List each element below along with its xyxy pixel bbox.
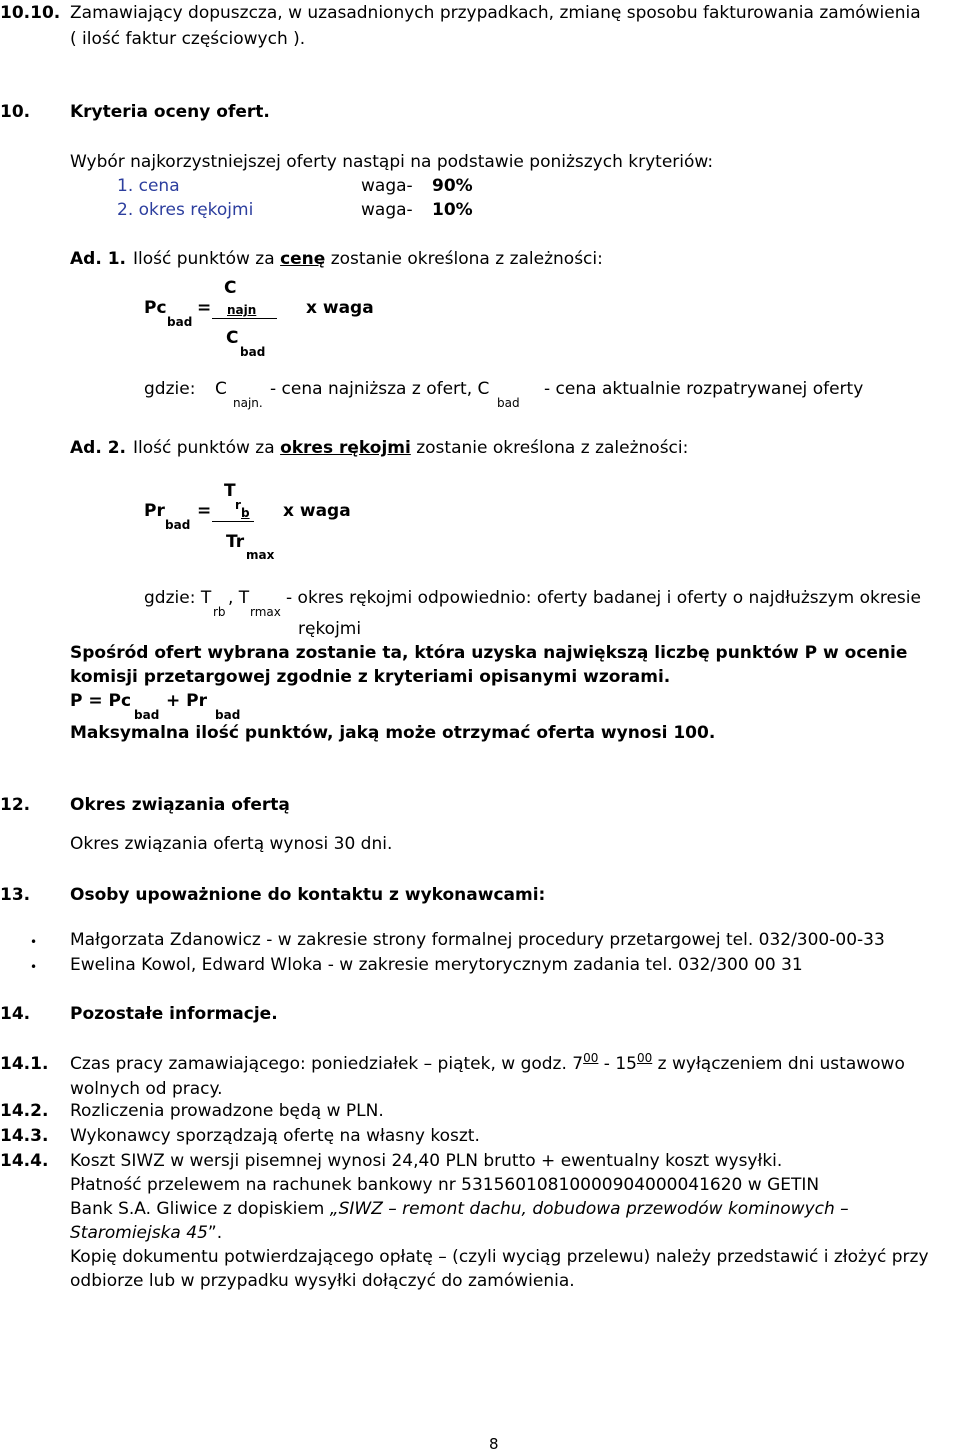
- where-2-sub1: rb: [213, 605, 226, 619]
- item-14-4-line4: [70, 1225, 222, 1242]
- item-14-4-line3-italic: „SIWZ – remont dachu, dobudowa przewodów kominowych –: [329, 1199, 849, 1219]
- formula-2-equals: =: [197, 501, 212, 521]
- section-12-text: Okres związania ofertą wynosi 30 dni.: [70, 834, 393, 854]
- item-14-4-line2: Płatność przelewem na rachunek bankowy nr 53156010810000904000041620 w GETIN: [70, 1175, 820, 1195]
- page-number: 8: [489, 1435, 499, 1453]
- item-14-1-line1: [70, 1051, 905, 1074]
- where-1-label: gdzie:: [144, 379, 196, 399]
- item-14-4-line4-post: ”.: [207, 1223, 223, 1243]
- contact-person-2: Ewelina Kowol, Edward Wloka - w zakresie merytorycznym zadania tel. 032/300 00 31: [70, 955, 803, 975]
- item-14-4-line3: [70, 1201, 849, 1218]
- formula-2-denominator-sub: max: [246, 548, 275, 562]
- where-1-sub2: bad: [497, 396, 520, 410]
- item-14-1-line2: wolnych od pracy.: [70, 1079, 223, 1099]
- where-2-sub2: rmax: [250, 605, 281, 619]
- formula-1-numerator-sub: najn: [227, 303, 257, 317]
- formula-2-numerator: T: [224, 481, 236, 501]
- ad-1-text: [133, 251, 603, 268]
- max-points: Maksymalna ilość punktów, jaką może otrzymać oferta wynosi 100.: [70, 723, 716, 743]
- formula-2-lhs-sub: bad: [165, 518, 191, 532]
- section-10-10-line2: ( ilość faktur częściowych ).: [70, 29, 306, 49]
- where-1-c-sub: najn.: [233, 396, 263, 410]
- sum-formula-plus: + Pr: [166, 691, 208, 711]
- bullet-icon: •: [30, 960, 38, 974]
- criterion-2-percent: 10%: [432, 200, 473, 220]
- ad-2-text: [133, 440, 688, 457]
- where-2-text: - okres rękojmi odpowiednio: oferty badanej i oferty o najdłuższym okresie: [286, 588, 921, 608]
- item-14-3-text: Wykonawcy sporządzają ofertę na własny koszt.: [70, 1126, 480, 1146]
- formula-1-lhs-sub: bad: [167, 315, 193, 329]
- section-14-number: 14.: [0, 1004, 31, 1024]
- section-14-title: Pozostałe informacje.: [70, 1004, 278, 1024]
- bullet-icon: •: [30, 935, 38, 949]
- section-12-number: 12.: [0, 795, 31, 815]
- item-14-1-sup1: 00: [583, 1051, 599, 1065]
- section-13-number: 13.: [0, 885, 31, 905]
- item-14-4-line6: odbiorze lub w przypadku wysyłki dołączyć do zamówienia.: [70, 1271, 575, 1291]
- item-14-1-mid: - 15: [598, 1054, 637, 1074]
- formula-2-multiplier: x waga: [283, 501, 351, 521]
- criterion-2-waga: waga-: [361, 200, 413, 220]
- item-14-4-line3-pre: Bank S.A. Gliwice z dopiskiem: [70, 1199, 330, 1219]
- item-14-4-line1: Koszt SIWZ w wersji pisemnej wynosi 24,40 PLN brutto + ewentualny koszt wysyłki.: [70, 1151, 783, 1171]
- section-12-title: Okres związania ofertą: [70, 795, 290, 815]
- sum-formula-p: P = Pc: [70, 691, 132, 711]
- sum-formula-sub2: bad: [215, 708, 241, 722]
- ad-2-post: zostanie określona z zależności:: [416, 438, 689, 458]
- ad-1-pre: Ilość punktów za: [133, 249, 275, 269]
- formula-2-numerator-sub-b: b: [241, 506, 250, 520]
- criterion-1-waga: waga-: [361, 176, 413, 196]
- where-1-c: C: [215, 379, 227, 399]
- criteria-intro: Wybór najkorzystniejszej oferty nastąpi na podstawie poniższych kryteriów:: [70, 152, 714, 172]
- section-10-number: 10.: [0, 102, 31, 122]
- selection-rule-line2: komisji przetargowej zgodnie z kryteriami opisanymi wzorami.: [70, 667, 671, 687]
- formula-1-multiplier: x waga: [306, 298, 374, 318]
- item-14-1-number: 14.1.: [0, 1054, 49, 1074]
- formula-2-denominator: Tr: [226, 532, 245, 552]
- item-14-2-number: 14.2.: [0, 1101, 49, 1121]
- item-14-4-line5: Kopię dokumentu potwierdzającego opłatę – (czyli wyciąg przelewu) należy przedstawić i złożyć przy: [70, 1247, 929, 1267]
- where-1-text1: - cena najniższa z ofert, C: [270, 379, 490, 399]
- section-13-title: Osoby upoważnione do kontaktu z wykonawcami:: [70, 885, 546, 905]
- section-10-title: Kryteria oceny ofert.: [70, 102, 270, 122]
- formula-2-fraction-line: [212, 521, 254, 522]
- where-2-mid: , T: [228, 588, 250, 608]
- item-14-1-sup2: 00: [636, 1051, 653, 1065]
- sum-formula-sub1: bad: [134, 708, 160, 722]
- where-2-label: gdzie: T: [144, 588, 212, 608]
- section-10-10-line1: Zamawiający dopuszcza, w uzasadnionych przypadkach, zmianę sposobu fakturowania zamówienia: [70, 3, 921, 23]
- formula-1-numerator: C: [224, 278, 237, 298]
- where-1-text2: - cena aktualnie rozpatrywanej oferty: [544, 379, 864, 399]
- item-14-1-post: z wyłączeniem dni ustawowo: [652, 1054, 905, 1074]
- where-2-text-cont: rękojmi: [298, 619, 362, 639]
- formula-1-fraction-line: [212, 318, 277, 319]
- item-14-4-line4-italic: Staromiejska 45: [70, 1223, 208, 1243]
- selection-rule-line1: Spośród ofert wybrana zostanie ta, która uzyska największą liczbę punktów P w ocenie: [70, 643, 908, 663]
- contact-person-1: Małgorzata Zdanowicz - w zakresie strony formalnej procedury przetargowej tel. 032/300-00-33: [70, 930, 885, 950]
- section-10-10-number: 10.10.: [0, 3, 61, 23]
- formula-1-denominator-sub: bad: [240, 345, 266, 359]
- formula-1-equals: =: [197, 298, 212, 318]
- formula-1-lhs: Pc: [144, 298, 167, 318]
- item-14-3-number: 14.3.: [0, 1126, 49, 1146]
- ad-2-key: okres rękojmi: [280, 438, 411, 458]
- ad-1-label: Ad. 1.: [70, 249, 126, 269]
- criterion-1-percent: 90%: [432, 176, 473, 196]
- ad-1-key: cenę: [280, 249, 326, 269]
- formula-2-lhs: Pr: [144, 501, 165, 521]
- criterion-2-name: 2. okres rękojmi: [117, 200, 254, 220]
- formula-2-numerator-sub-r: r: [235, 498, 241, 512]
- ad-1-post: zostanie określona z zależności:: [330, 249, 603, 269]
- item-14-4-number: 14.4.: [0, 1151, 49, 1171]
- item-14-1-pre: Czas pracy zamawiającego: poniedziałek – piątek, w godz. 7: [70, 1054, 584, 1074]
- formula-1-denominator: C: [226, 328, 239, 348]
- ad-2-label: Ad. 2.: [70, 438, 126, 458]
- item-14-2-text: Rozliczenia prowadzone będą w PLN.: [70, 1101, 384, 1121]
- criterion-1-name: 1. cena: [117, 176, 180, 196]
- ad-2-pre: Ilość punktów za: [133, 438, 275, 458]
